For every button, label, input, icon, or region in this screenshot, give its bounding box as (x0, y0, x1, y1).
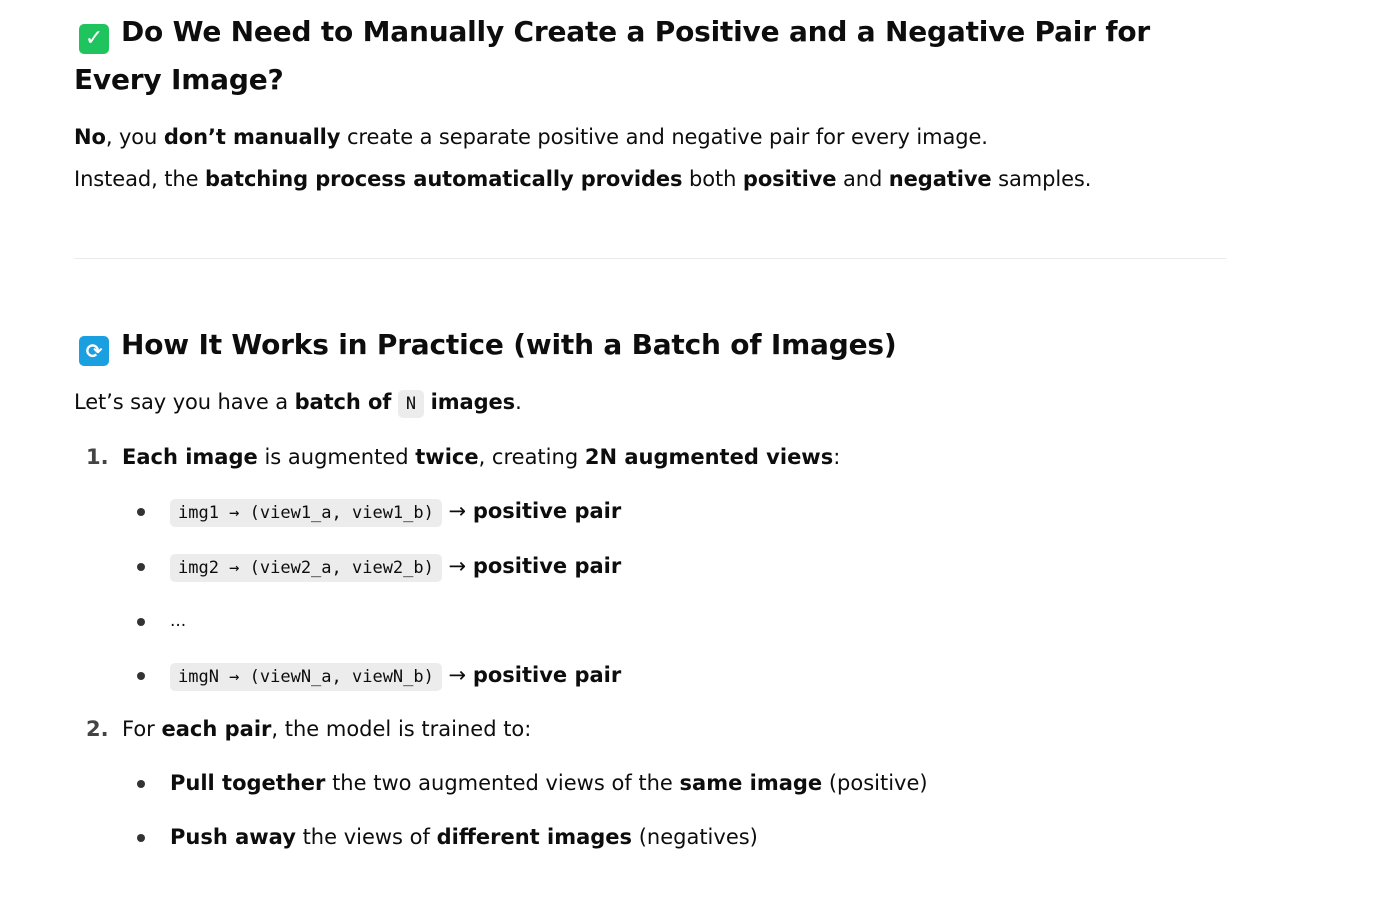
answer-line-1 (74, 116, 1091, 158)
bold-text: positive pair (472, 663, 622, 687)
bullet-dot (137, 780, 145, 788)
list-item-text (122, 442, 840, 472)
check-mark-icon: ✓ (79, 24, 109, 54)
text: (negatives) (632, 825, 758, 849)
text: Instead, the (74, 167, 205, 191)
text: create a separate positive and negative pair for every image. (340, 125, 988, 149)
bullet-text (170, 551, 621, 583)
text: the views of (295, 825, 437, 849)
ellipsis-text: ... (170, 611, 187, 631)
text: . (515, 390, 522, 414)
bullet-dot (137, 618, 145, 626)
list-number: 2. (86, 717, 109, 741)
bold-text: batch of (294, 390, 392, 414)
bold-text: batching process automatically provides (205, 167, 683, 191)
text: , you (105, 125, 164, 149)
inline-code: img1 → (view1_a, view1_b) (170, 499, 442, 527)
bold-text: same image (679, 771, 823, 795)
arrow-text: → (441, 663, 473, 687)
bold-text: Push away (170, 825, 296, 849)
section-heading-manual-pairs (74, 8, 1184, 104)
bullet-dot (137, 834, 145, 842)
text: : (833, 445, 841, 469)
inline-code: imgN → (viewN_a, viewN_b) (170, 663, 442, 691)
bold-text: don’t manually (163, 125, 341, 149)
bold-text: positive pair (472, 554, 622, 578)
text: , creating (478, 445, 585, 469)
bullet-text (170, 768, 928, 798)
text: samples. (991, 167, 1092, 191)
section-divider (74, 258, 1227, 259)
text: (positive) (822, 771, 928, 795)
text: , the model is trained to: (271, 717, 532, 741)
text: Let’s say you have a (74, 390, 295, 414)
arrow-text: → (441, 499, 473, 523)
bullet-text (170, 496, 621, 528)
bullet-dot (137, 672, 145, 680)
bold-text: Pull together (170, 771, 326, 795)
intro-paragraph (74, 381, 522, 425)
inline-code: N (398, 390, 424, 418)
answer-line-2 (74, 158, 1091, 200)
bold-text: positive (742, 167, 837, 191)
section-heading-text: Do We Need to Manually Create a Positive and a Negative Pair for Every Image? (74, 15, 1150, 96)
bullet-text (170, 660, 621, 692)
text: is augmented (257, 445, 416, 469)
bullet-text (170, 822, 758, 852)
bullet-dot (137, 563, 145, 571)
arrows-cycle-icon: ⟳ (79, 336, 109, 366)
bold-text: twice (415, 445, 479, 469)
bold-text: positive pair (472, 499, 622, 523)
section-heading-how-it-works (74, 321, 896, 369)
list-item-text (122, 714, 531, 744)
section-heading-text: How It Works in Practice (with a Batch of Images) (121, 328, 897, 361)
text: the two augmented views of the (325, 771, 680, 795)
text: For (122, 717, 162, 741)
bold-text: different images (436, 825, 633, 849)
arrow-text: → (441, 554, 473, 578)
text: both (682, 167, 743, 191)
bold-text: Each image (122, 445, 258, 469)
answer-paragraph (74, 116, 1091, 200)
bullet-dot (137, 508, 145, 516)
bold-text: No (74, 125, 106, 149)
bold-text: 2N augmented views (584, 445, 834, 469)
text: and (836, 167, 889, 191)
list-number: 1. (86, 445, 109, 469)
bold-text: negative (888, 167, 992, 191)
bold-text: each pair (161, 717, 272, 741)
inline-code: img2 → (view2_a, view2_b) (170, 554, 442, 582)
bold-text: images (430, 390, 516, 414)
